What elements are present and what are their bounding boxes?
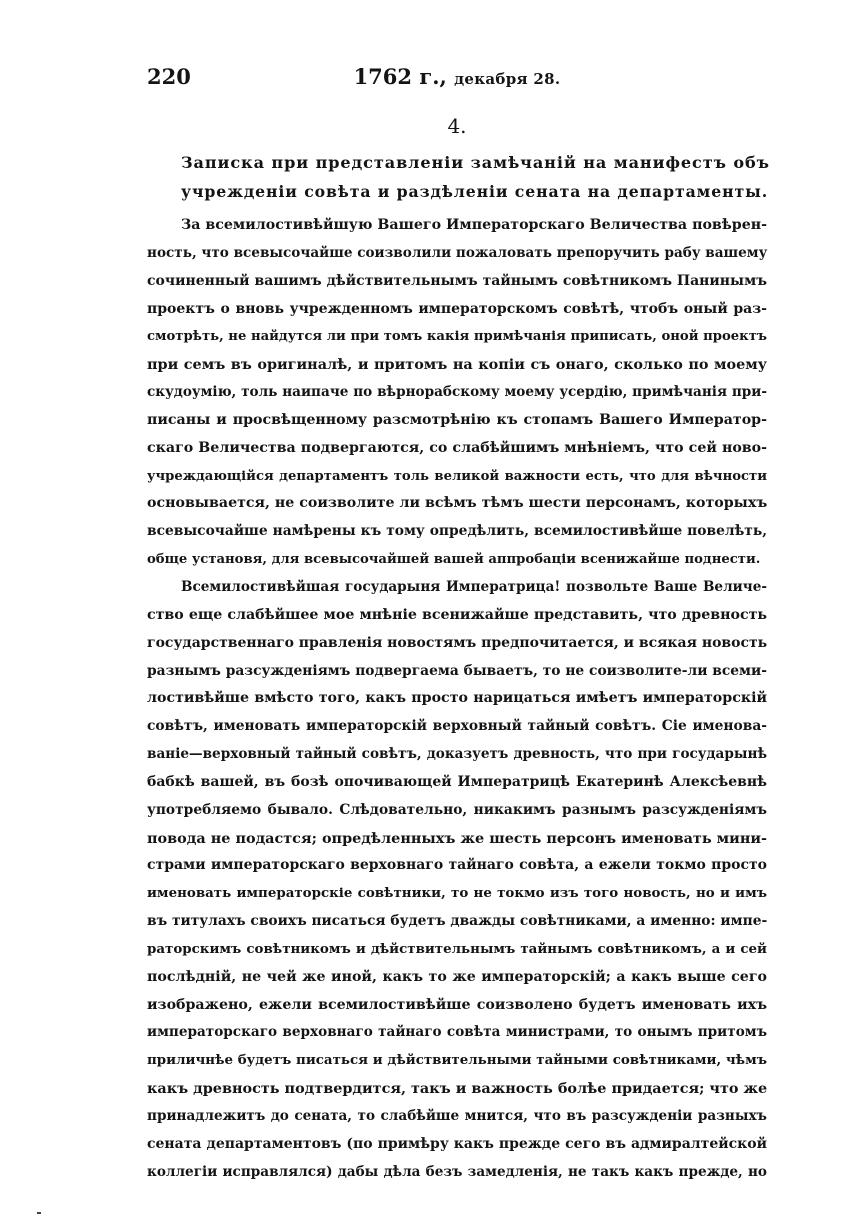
body-line: За всемилостивѣйшую Вашего Императорскаго Величества повѣрен-	[181, 217, 767, 233]
body-line: Всемилостивѣйшая государыня Императрица! позвольте Ваше Величе-	[181, 578, 767, 595]
body-line: смотрѣть, не найдутся ли при томъ какія примѣчанія приписать, оной проектъ	[147, 329, 767, 345]
body-line: страми императорскаго верховнаго тайнаго совѣта, а ежели токмо просто	[147, 857, 767, 874]
body-line: сената департаментовъ (по примѣру какъ прежде сего въ адмиралтейской	[147, 1135, 767, 1152]
body-line: приличнѣе будетъ писаться и дѣйствительными тайными совѣтниками, чѣмъ	[147, 1052, 767, 1069]
page-number: 220	[147, 64, 191, 89]
body-line: ность, что всевысочайше соизволили пожаловать препоручить рабу вашему	[147, 244, 768, 261]
header-date-year: 1762 г.,	[353, 64, 447, 89]
body-line: какъ древность подтвердится, такъ и важность болѣе придается; что же	[147, 1080, 768, 1098]
body-line: скудоумію, толь наипаче по вѣрнорабскому моему усердію, примѣчанія при-	[147, 384, 767, 401]
running-head	[147, 64, 767, 94]
body-line: послѣдній, не чей же иной, какъ то же императорскій; а какъ выше сего	[147, 968, 767, 985]
body-line: всевысочайше намѣрены къ тому опредѣлить, всемилостивѣйше повелѣть,	[147, 523, 767, 540]
body-line: учреждающійся департаментъ толь великой важности есть, что для вѣчности	[147, 468, 767, 484]
body-line: употребляемо бывало. Слѣдовательно, никакимъ разнымъ разсужденіямъ	[147, 801, 767, 818]
body-line: скаго Величества подвергаются, со слабѣйшимъ мнѣніемъ, что сей ново-	[147, 439, 767, 456]
body-line: ство еще слабѣйшее мое мнѣніе всенижайше представить, что древность	[147, 606, 767, 623]
body-line: писаны и просвѣщенному разсмотрѣнію къ стопамъ Вашего Император-	[147, 411, 767, 428]
body-line: именовать императорскіе совѣтники, то не токмо изъ того новость, но и имъ	[147, 885, 767, 902]
body-line: бабкѣ вашей, въ бозѣ опочивающей Императрицѣ Екатеринѣ Алексѣевнѣ	[147, 773, 767, 790]
body-line: обще установя, для всевысочайшей вашей аппробаціи всенижайше поднести.	[147, 552, 761, 568]
body-line: императорскаго верховнаго тайнаго совѣта министрами, то онымъ притомъ	[147, 1024, 767, 1041]
body-line: основывается, не соизволите ли всѣмъ тѣмъ шести персонамъ, которыхъ	[147, 495, 768, 512]
body-line: коллегіи исправлялся) дабы дѣла безъ замедленія, не такъ какъ прежде, но	[147, 1163, 767, 1180]
body-line: совѣтъ, именовать императорскій верховный тайный совѣтъ. Сіе именова-	[147, 718, 767, 735]
document-title-line: Записка при представленіи замѣчаній на манифестъ объ	[181, 153, 770, 172]
body-line: лостивѣйше вмѣсто того, какъ просто нарицаться имѣетъ императорскій	[147, 690, 767, 707]
body-line: повода не подастся; опредѣленныхъ же шесть персонъ именовать мини-	[147, 829, 767, 847]
body-line: государственнаго правленія новостямъ предпочитается, и всякая новость	[147, 634, 768, 651]
body-line: проектъ о вновь учрежденномъ императорскомъ совѣтѣ, чтобъ оный раз-	[147, 300, 767, 317]
body-line: въ титулахъ своихъ писаться будетъ дважды совѣтниками, а именно: импе-	[147, 913, 768, 930]
scan-mark	[37, 1212, 41, 1214]
body-line: при семъ въ оригиналѣ, и притомъ на копіи съ онаго, сколько по моему	[147, 356, 767, 374]
body-line: изображено, ежели всемилостивѣйше соизволено будетъ именовать ихъ	[147, 996, 767, 1013]
body-line: принадлежитъ до сената, то слабѣйше мнится, что въ разсужденіи разныхъ	[147, 1108, 767, 1124]
body-text	[147, 212, 767, 1187]
body-line: ваніе—верховный тайный совѣтъ, доказуетъ древность, что при государынѣ	[147, 746, 767, 763]
document-number: 4.	[447, 114, 467, 138]
document-title	[181, 148, 771, 206]
header-date-month-day: декабря 28.	[454, 70, 561, 88]
body-line: разнымъ разсужденіямъ подвергаема бываетъ, то не соизволите-ли всеми-	[147, 662, 767, 679]
document-title-line: учрежденіи совѣта и раздѣленіи сената на департаменты.	[181, 182, 769, 201]
body-line: раторскимъ совѣтникомъ и дѣйствительнымъ тайнымъ совѣтникомъ, а и сей	[147, 940, 767, 957]
header-date	[147, 64, 767, 89]
body-line: сочиненный вашимъ дѣйствительнымъ тайнымъ совѣтникомъ Панинымъ	[147, 272, 767, 289]
